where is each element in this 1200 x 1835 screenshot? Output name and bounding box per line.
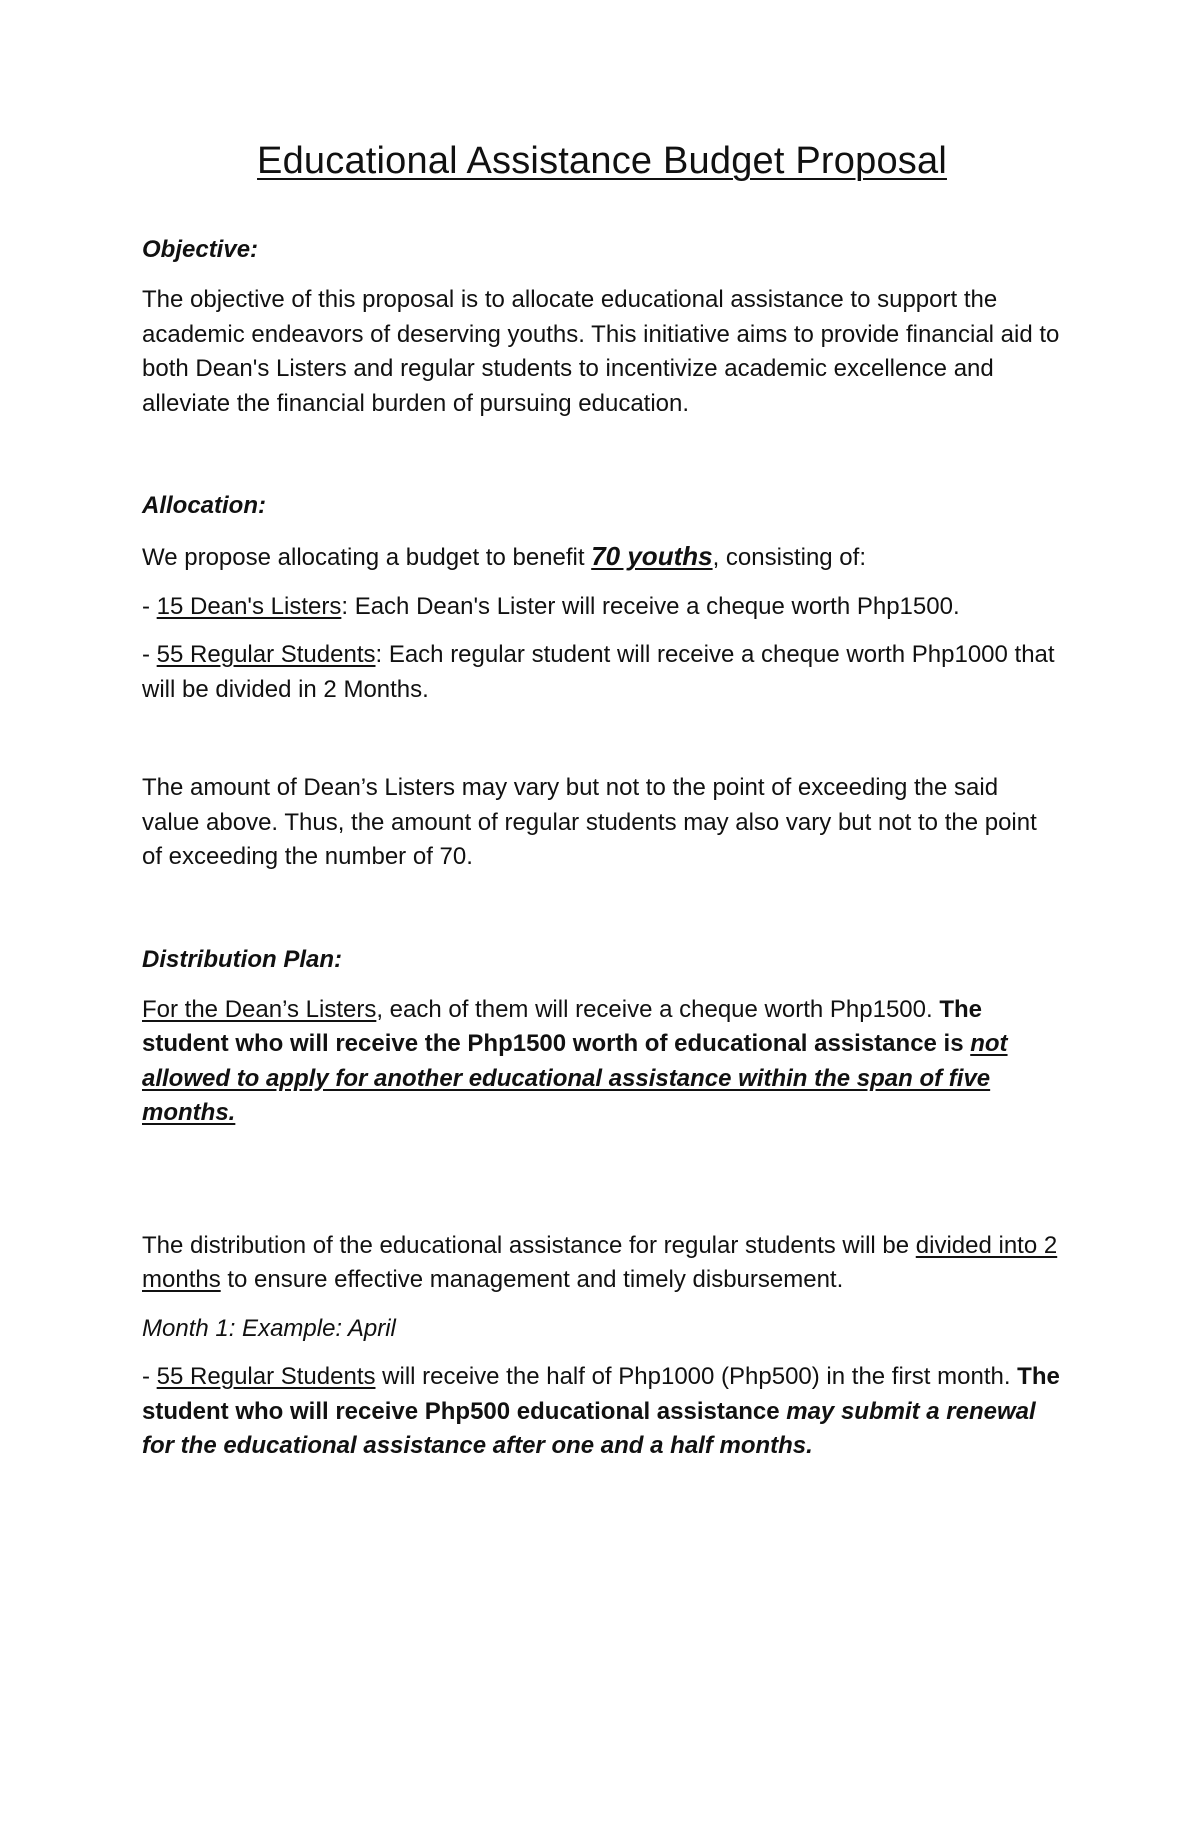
- objective-heading: Objective:: [142, 236, 259, 263]
- distribution-deans-label: For the Dean’s Listers: [142, 995, 377, 1023]
- objective-paragraph: The objective of this proposal is to allocate educational assistance to support the academic endeavors of deserving youths. This initiative aims to provide financial aid to both Dean's Listers and regular students to incentivize academic excellence and alleviate the financial burden of pursuing education.: [142, 286, 1060, 417]
- distribution-deans-paragraph: [142, 993, 1062, 1131]
- distribution-regular-text: The distribution of the educational assistance for regular students will be: [142, 1231, 916, 1259]
- distribution-regular-months: divided into 2 months: [142, 1231, 1058, 1293]
- document-body: [142, 140, 1062, 1464]
- distribution-deans-bold: The student who will receive the Php1500 worth of educational assistance is: [142, 995, 982, 1057]
- regular-students-text: : Each regular student will receive a cheque worth Php1000 that will be divided in 2 Months.: [142, 641, 1055, 703]
- month-bold: The student who will receive Php500 educational assistance: [142, 1363, 1060, 1425]
- deans-listers-text: : Each Dean's Lister will receive a cheque worth Php1500.: [341, 592, 960, 620]
- allocation-intro: [142, 539, 1062, 576]
- list-dash: -: [142, 592, 157, 620]
- allocation-regular-item: [142, 638, 1062, 707]
- list-dash: -: [142, 1363, 157, 1390]
- month-text: will receive the half of Php1000 (Php500) in the first month.: [375, 1363, 1018, 1390]
- allocation-heading: Allocation:: [142, 492, 266, 519]
- deans-listers-label: 15 Dean's Listers: [156, 592, 342, 620]
- allocation-intro-text: We propose allocating a budget to benefit: [142, 544, 592, 571]
- allocation-note: The amount of Dean’s Listers may vary but not to the point of exceeding the said value above. Thus, the amount of regular students may also vary but not to the point of exceeding the number of 70.: [142, 774, 1037, 870]
- distribution-deans-restriction: not allowed to apply for another educational assistance within the span of five months.: [142, 1030, 1008, 1126]
- distribution-regular-paragraph: [142, 1229, 1062, 1298]
- allocation-intro-suffix: , consisting of:: [712, 544, 866, 571]
- regular-students-label: 55 Regular Students: [156, 641, 376, 668]
- distribution-deans-text: , each of them will receive a cheque worth Php1500.: [376, 995, 940, 1023]
- month-students-label: 55 Regular Students: [156, 1363, 376, 1390]
- distribution-heading: Distribution Plan:: [142, 945, 342, 973]
- allocation-deans-item: [142, 590, 1062, 625]
- allocation-youth-count: 70 youths: [591, 541, 713, 571]
- month-label: Month 1: Example: April: [142, 1314, 396, 1342]
- month-detail: [142, 1360, 1062, 1464]
- document-title: Educational Assistance Budget Proposal: [257, 140, 947, 182]
- month-renewal-note: may submit a renewal for the educational assistance after one and a half months.: [142, 1397, 1036, 1459]
- distribution-regular-suffix: to ensure effective management and timely disbursement.: [220, 1266, 844, 1293]
- list-dash: -: [142, 641, 157, 668]
